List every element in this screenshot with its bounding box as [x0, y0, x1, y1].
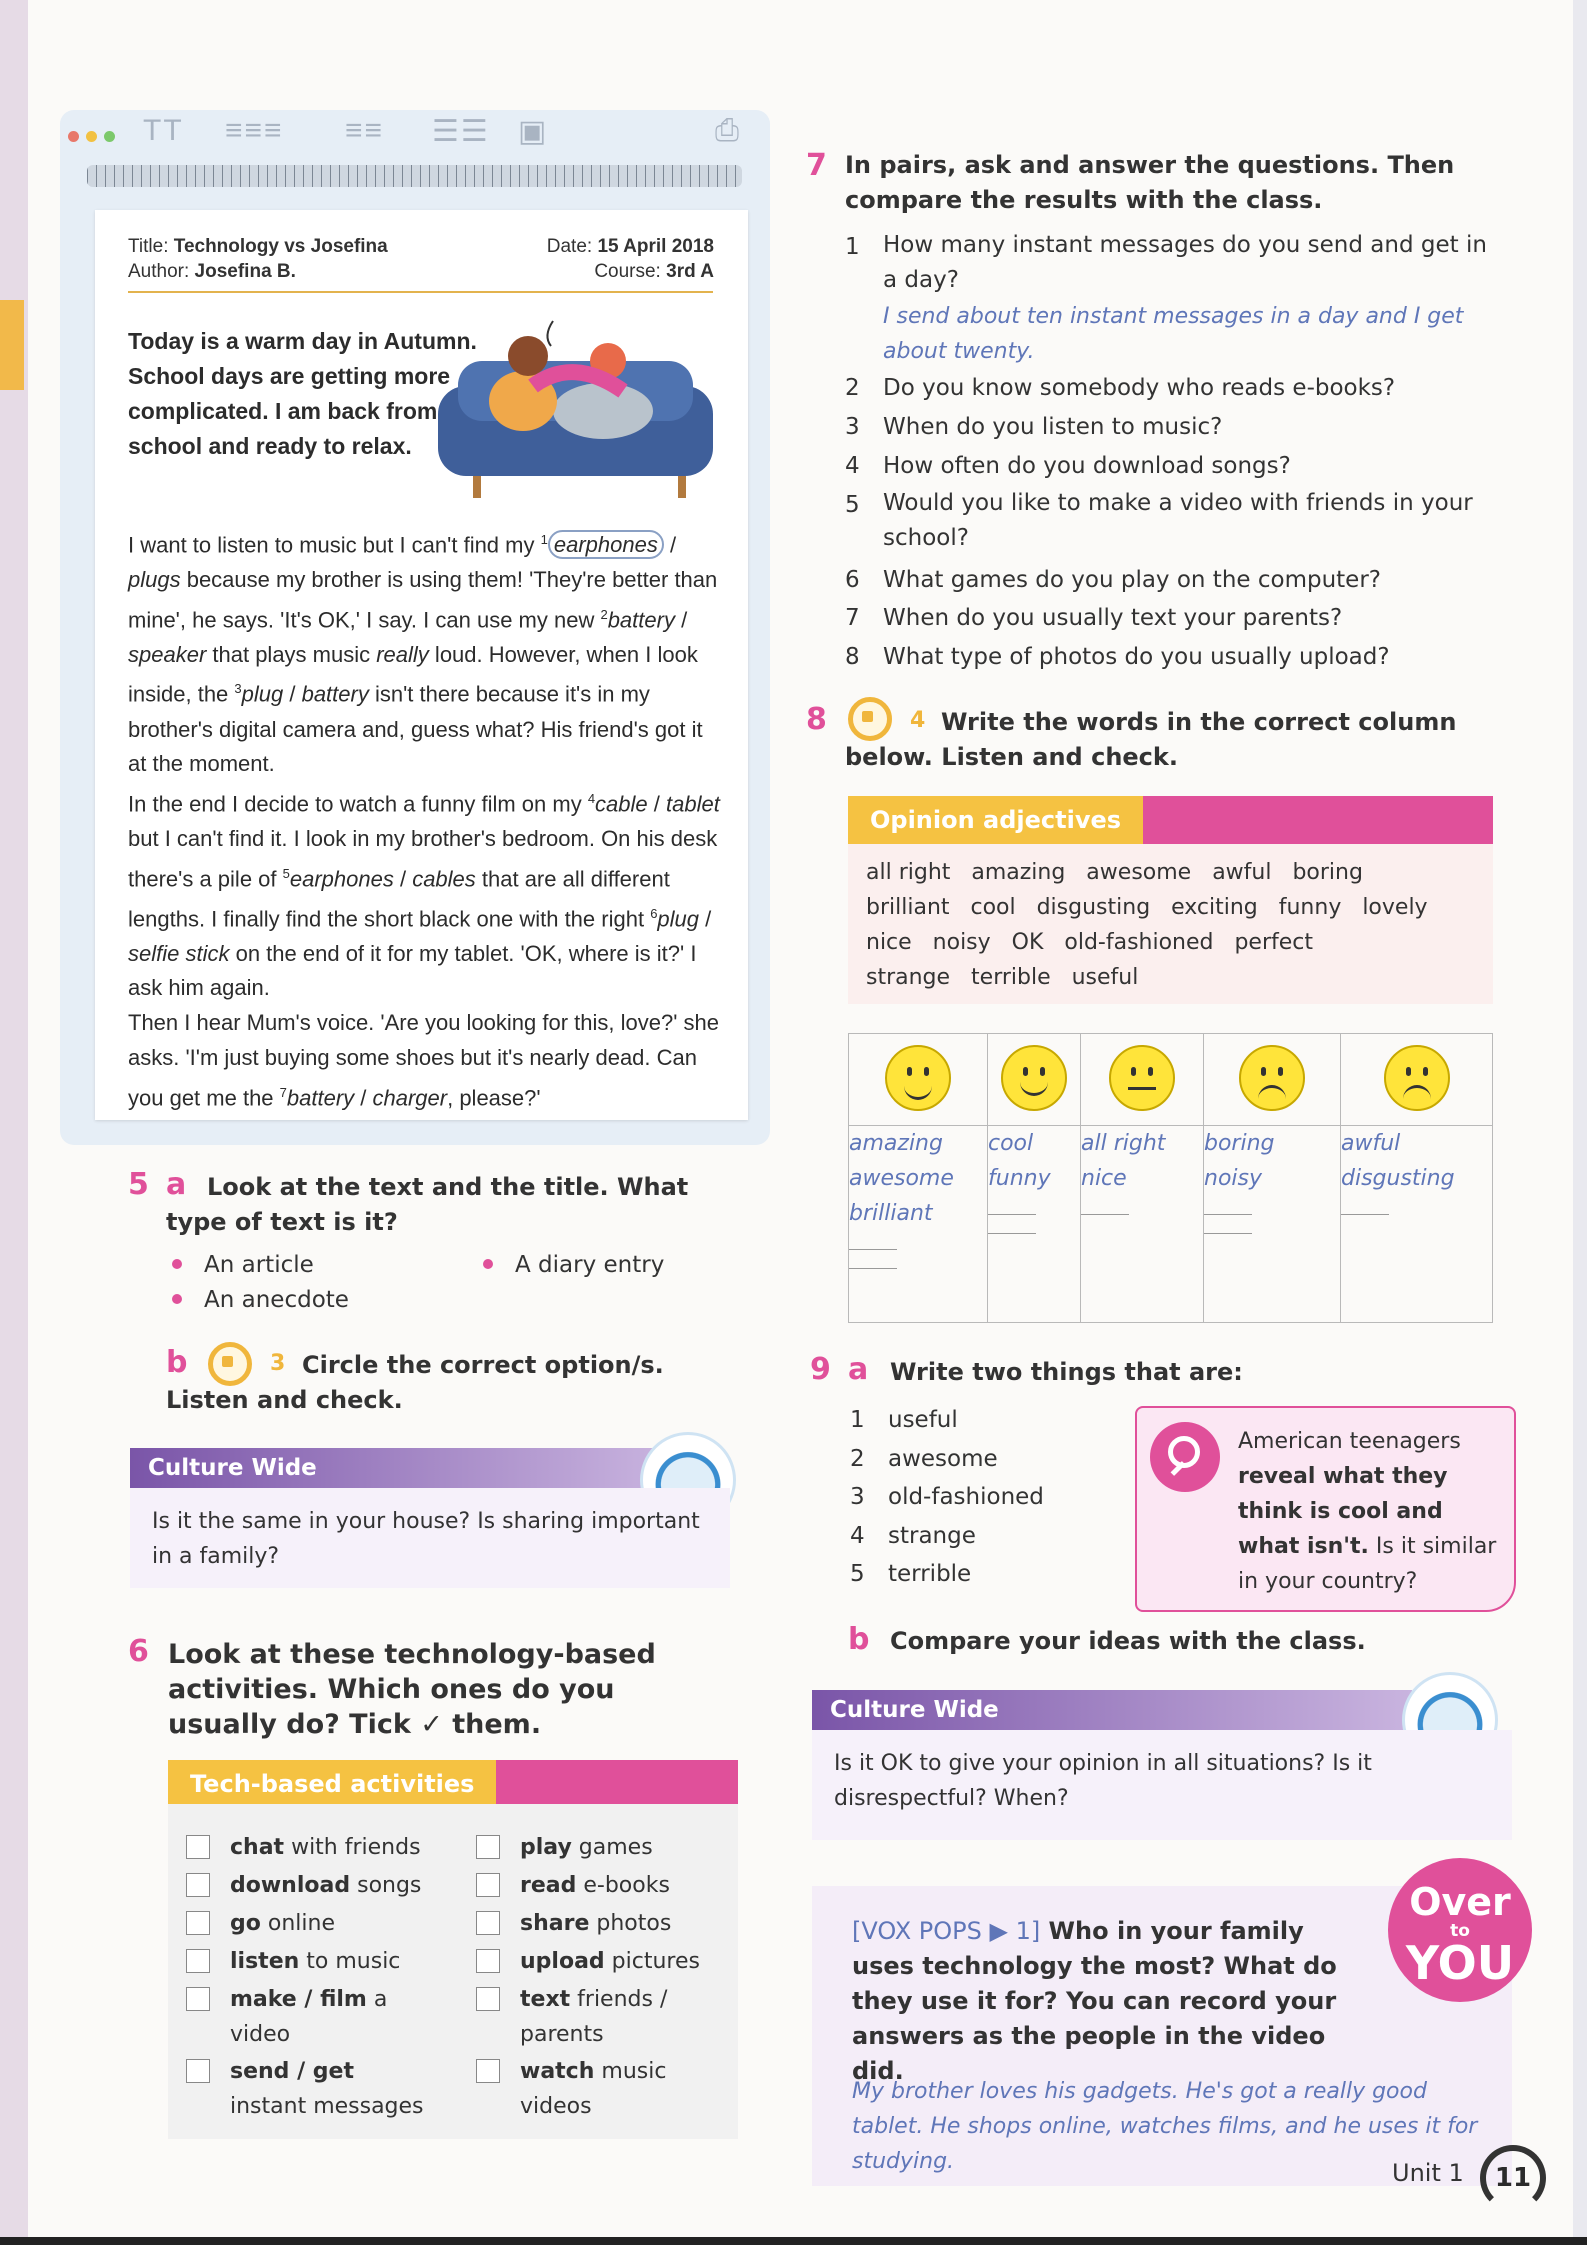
- slash: /: [663, 532, 677, 558]
- culture-wide-title: Culture Wide: [812, 1690, 1412, 1730]
- ex5-a-instruction: Look at the text and the title. What type of text is it?: [166, 1173, 689, 1236]
- activity-item: download songs: [230, 1873, 422, 1898]
- ex5-option-diary[interactable]: A diary entry: [515, 1252, 665, 1278]
- q-number: 5: [845, 492, 860, 518]
- activity-item: read e-books: [520, 1873, 670, 1898]
- item-text: old-fashioned: [888, 1484, 1044, 1510]
- item-number: 5: [850, 1561, 865, 1587]
- dot-icon: [104, 131, 115, 142]
- badge-text: Over: [1409, 1880, 1511, 1924]
- badge-text: YOU: [1405, 1936, 1515, 1990]
- slash: /: [393, 865, 413, 891]
- ex5-option-article[interactable]: An article: [204, 1252, 314, 1278]
- bullet-icon: [172, 1259, 182, 1269]
- option[interactable]: earphones: [289, 865, 394, 891]
- option[interactable]: cable: [595, 791, 648, 817]
- gap-number: 4: [587, 790, 596, 806]
- tag-fill: [496, 1760, 738, 1808]
- culture-wide-text: Is it OK to give your opinion in all situations? Is it disrespectful? When?: [834, 1751, 1372, 1811]
- column-word: nice: [1081, 1166, 1127, 1191]
- culture-wide-title: Culture Wide: [130, 1448, 670, 1488]
- culture-wide-body: [130, 1488, 730, 1588]
- ex7-number: 7: [806, 148, 827, 183]
- ex8-instruction: Write the words in the correct column below. Listen and check.: [845, 708, 1457, 771]
- indent-icon: ≡≡: [345, 114, 385, 147]
- ex9-a-instruction: Write two things that are:: [890, 1358, 1243, 1386]
- tag-label: Opinion adjectives: [848, 796, 1143, 844]
- option[interactable]: battery: [607, 607, 675, 633]
- diary-author: Author: Josefina B.: [128, 261, 296, 282]
- page-number: 11: [1480, 2145, 1546, 2211]
- word-line: all right amazing awesome awful boring: [866, 860, 1363, 885]
- blank-line[interactable]: [988, 1214, 1036, 1215]
- diary-course: Course: 3rd A: [594, 261, 714, 282]
- blank-line[interactable]: [988, 1233, 1036, 1234]
- column-positive: [988, 1126, 1081, 1323]
- text-span: isn't there because it's in my brother's digital camera and, guess what? His friend's got it at the moment.: [128, 681, 703, 777]
- item-number: 4: [850, 1523, 865, 1549]
- column-very-positive: [849, 1126, 988, 1323]
- question: What type of photos do you usually upload?: [883, 644, 1390, 670]
- column-negative: [1204, 1126, 1341, 1323]
- very-sad-face-icon: [1384, 1045, 1450, 1111]
- option[interactable]: plugs: [128, 567, 181, 593]
- option[interactable]: selfie stick: [128, 940, 230, 966]
- emphasis: really: [376, 641, 429, 667]
- question: Do you know somebody who reads e-books?: [883, 375, 1396, 401]
- ex5-option-anecdote[interactable]: An anecdote: [204, 1287, 349, 1313]
- blank-line[interactable]: [849, 1268, 897, 1269]
- column-word: funny: [988, 1166, 1051, 1191]
- option[interactable]: plug: [241, 681, 284, 707]
- checkbox[interactable]: [186, 1987, 210, 2011]
- opinion-table: [848, 1033, 1493, 1323]
- blank-line[interactable]: [1341, 1214, 1389, 1215]
- gap-number: 6: [650, 905, 658, 921]
- checkbox[interactable]: [476, 1911, 500, 1935]
- word-line: brilliant cool disgusting exciting funny lovely: [866, 895, 1428, 920]
- over-to-you-answer: My brother loves his gadgets. He's got a really good tablet. He shops online, watches films, and he uses it for studying.: [852, 2079, 1478, 2174]
- activity-item: listen to music: [230, 1949, 401, 1974]
- ex9-b-letter: b: [848, 1622, 870, 1657]
- diary-intro: Today is a warm day in Autumn. School days are getting more complicated. I am back from school and ready to relax.: [128, 328, 477, 459]
- column-word: boring: [1204, 1131, 1275, 1156]
- diary-body: [128, 523, 723, 1116]
- q1-text: How many instant messages do you send and get in a day?: [883, 232, 1487, 293]
- activity-item: share photos: [520, 1911, 672, 1936]
- image-icon: ▣: [518, 115, 549, 148]
- column-word: all right: [1081, 1131, 1166, 1156]
- column-word: amazing: [849, 1131, 943, 1156]
- q-number: 1: [845, 234, 860, 260]
- checkbox[interactable]: [476, 2059, 500, 2083]
- ex9-number: 9: [810, 1352, 831, 1387]
- gap-number: 1: [540, 532, 548, 547]
- ex5-number: 5: [128, 1167, 149, 1202]
- neutral-face-icon: [1109, 1045, 1175, 1111]
- option[interactable]: tablet: [665, 791, 720, 817]
- print-icon: ⎙: [715, 114, 741, 147]
- text-span: Then I hear Mum's voice. 'Are you looking for this, love?' she asks. 'I'm just buying some shoes but it's nearly dead. Can you get me the: [128, 1010, 719, 1110]
- culture-wide-text: Is it the same in your house? Is sharing important in a family?: [152, 1509, 700, 1569]
- blank-line[interactable]: [849, 1249, 897, 1250]
- track-number: 3: [270, 1351, 286, 1376]
- text-span: because my brother is using them! 'They're better than mine', he says. 'It's OK,' I say. I can use my new: [128, 567, 718, 633]
- question: What games do you play on the computer?: [883, 567, 1381, 593]
- column-neutral: [1081, 1126, 1204, 1323]
- checkbox[interactable]: [186, 2059, 210, 2083]
- slash: /: [647, 791, 666, 817]
- sofa-illustration: [433, 316, 723, 506]
- column-very-negative: [1341, 1126, 1493, 1323]
- slash: /: [699, 906, 712, 931]
- blank-line[interactable]: [1204, 1233, 1252, 1234]
- callout-link[interactable]: reveal what they think is cool and what isn't.: [1238, 1464, 1448, 1559]
- activity-item: send / get instant messages: [230, 2059, 424, 2119]
- word-line: strange terrible useful: [866, 965, 1139, 990]
- question: Would you like to make a video with friends in your school?: [883, 490, 1473, 551]
- list-icon: ☰☰: [432, 115, 490, 148]
- item-number: 3: [850, 1484, 865, 1510]
- column-word: noisy: [1204, 1166, 1262, 1191]
- column-word: awful: [1341, 1131, 1401, 1156]
- culture-wide-body: [812, 1730, 1512, 1840]
- slash: /: [674, 607, 688, 633]
- callout-text: American teenagers reveal what they think is cool and what isn't. Is it similar in your country?: [1238, 1429, 1497, 1594]
- q-number: 3: [845, 414, 860, 440]
- vox-pops-link[interactable]: [VOX POPS ▶ 1]: [852, 1917, 1041, 1945]
- ruler: [87, 165, 742, 187]
- option[interactable]: battery: [301, 681, 369, 707]
- text-span: on the end of it for my tablet. 'OK, where is it?' I ask him again.: [128, 940, 697, 1001]
- magnifier-icon: [1150, 1422, 1220, 1492]
- text-span: that are all different lengths. I finally find the short black one with the right: [128, 865, 670, 931]
- over-to-you-prompt: [852, 1914, 1362, 2089]
- item-text: useful: [888, 1407, 958, 1433]
- checkbox[interactable]: [476, 1835, 500, 1859]
- happy-face-icon: [1001, 1045, 1067, 1111]
- checkbox[interactable]: [186, 1835, 210, 1859]
- activity-item: text friends / parents: [520, 1987, 668, 2047]
- text-span: In the end I decide to watch a funny film on my: [128, 791, 588, 817]
- text-span: that plays music: [206, 641, 377, 667]
- q1-answer: I send about ten instant messages in a day and I get about twenty.: [883, 304, 1464, 364]
- item-number: 1: [850, 1407, 865, 1433]
- q-number: 8: [845, 644, 860, 670]
- checkbox[interactable]: [186, 1911, 210, 1935]
- option[interactable]: plug: [657, 906, 700, 931]
- gap-number: 5: [282, 865, 290, 881]
- checkbox[interactable]: [476, 1873, 500, 1897]
- track-number: 4: [910, 708, 926, 733]
- q-number: 2: [845, 375, 860, 401]
- blank-line[interactable]: [1204, 1214, 1252, 1215]
- ex5-a-letter: a: [166, 1167, 187, 1202]
- tech-activities-tag: [168, 1760, 738, 1808]
- blank-line[interactable]: [1081, 1214, 1129, 1215]
- item-text: awesome: [888, 1446, 998, 1472]
- gap-number: 2: [600, 606, 608, 622]
- checkbox[interactable]: [186, 1949, 210, 1973]
- tag-label: Tech-based activities: [168, 1760, 496, 1808]
- q-number: 6: [845, 567, 860, 593]
- prompt-text: Who in your family uses technology the most? What do they use it for? You can record your answers as the people in the video did.: [852, 1917, 1337, 2085]
- word-line: nice noisy OK old-fashioned perfect: [866, 930, 1314, 955]
- checkbox[interactable]: [476, 1949, 500, 1973]
- badge-text: to: [1450, 1921, 1470, 1941]
- ex6-instruction: Look at these technology-based activities. Which ones do you usually do? Tick ✓ them.: [168, 1639, 656, 1740]
- checkbox[interactable]: [186, 1873, 210, 1897]
- option[interactable]: charger: [372, 1084, 448, 1110]
- meta-divider: [128, 291, 713, 293]
- option[interactable]: speaker: [128, 641, 207, 667]
- ex5-b-instruction: Circle the correct option/s. Listen and check.: [166, 1351, 664, 1414]
- bullet-icon: [172, 1294, 182, 1304]
- text-span: loud. However, when I look inside, the: [128, 641, 698, 707]
- diary-date: Date: 15 April 2018: [546, 236, 714, 257]
- activity-item: chat with friends: [230, 1835, 421, 1860]
- very-happy-face-icon: [885, 1045, 951, 1111]
- ex5-b-letter: b: [166, 1345, 188, 1380]
- ex9-b-instruction: Compare your ideas with the class.: [890, 1627, 1366, 1655]
- activity-item: watch music videos: [520, 2059, 667, 2119]
- q-number: 4: [845, 453, 860, 479]
- column-word: cool: [988, 1131, 1034, 1156]
- item-text: strange: [888, 1523, 976, 1549]
- over-to-you-badge: [1388, 1858, 1532, 2002]
- unit-label: Unit 1: [1392, 2159, 1464, 2187]
- activity-item: make / film a video: [230, 1987, 388, 2047]
- option[interactable]: cables: [412, 865, 476, 891]
- word-bank: [866, 855, 1496, 995]
- option-circled[interactable]: earphones: [548, 530, 664, 559]
- question: When do you usually text your parents?: [883, 605, 1343, 631]
- text-span: I want to listen to music but I can't find my: [128, 532, 541, 558]
- align-icon: ≡≡≡: [225, 114, 284, 147]
- dot-icon: [68, 131, 79, 142]
- spine-accent: [0, 300, 24, 390]
- column-word: brilliant: [849, 1201, 933, 1226]
- tag-fill: [1143, 796, 1493, 844]
- slash: /: [354, 1084, 373, 1110]
- ex8-number: 8: [806, 702, 827, 737]
- bottom-strip: [0, 2237, 1587, 2245]
- text-span: but I can't find it. I look in my brother's bedroom. On his desk there's a pile of: [128, 825, 718, 891]
- question: When do you listen to music?: [883, 414, 1223, 440]
- ex7-instruction: In pairs, ask and answer the questions. Then compare the results with the class.: [845, 151, 1455, 214]
- opinion-adjectives-tag: [848, 796, 1493, 844]
- question: How often do you download songs?: [883, 453, 1291, 479]
- activity-item: go online: [230, 1911, 335, 1936]
- checkbox[interactable]: [476, 1987, 500, 2011]
- page-edge: [1573, 0, 1587, 2245]
- text-span: , please?': [447, 1084, 541, 1110]
- diary-title: Title: Technology vs Josefina: [128, 236, 388, 257]
- q-number: 7: [845, 605, 860, 631]
- ex9-a-letter: a: [848, 1352, 869, 1387]
- column-word: awesome: [849, 1166, 954, 1191]
- activity-item: upload pictures: [520, 1949, 700, 1974]
- activity-item: play games: [520, 1835, 653, 1860]
- slash: /: [283, 681, 302, 707]
- item-text: terrible: [888, 1561, 972, 1587]
- sad-face-icon: [1239, 1045, 1305, 1111]
- gap-number: 7: [279, 1084, 287, 1100]
- column-word: disgusting: [1341, 1166, 1455, 1191]
- text-size-icon: TT: [143, 114, 184, 147]
- item-number: 2: [850, 1446, 865, 1472]
- dot-icon: [86, 131, 97, 142]
- bullet-icon: [483, 1259, 493, 1269]
- ex6-number: 6: [128, 1634, 149, 1669]
- gap-number: 3: [234, 681, 242, 697]
- option[interactable]: battery: [286, 1084, 355, 1110]
